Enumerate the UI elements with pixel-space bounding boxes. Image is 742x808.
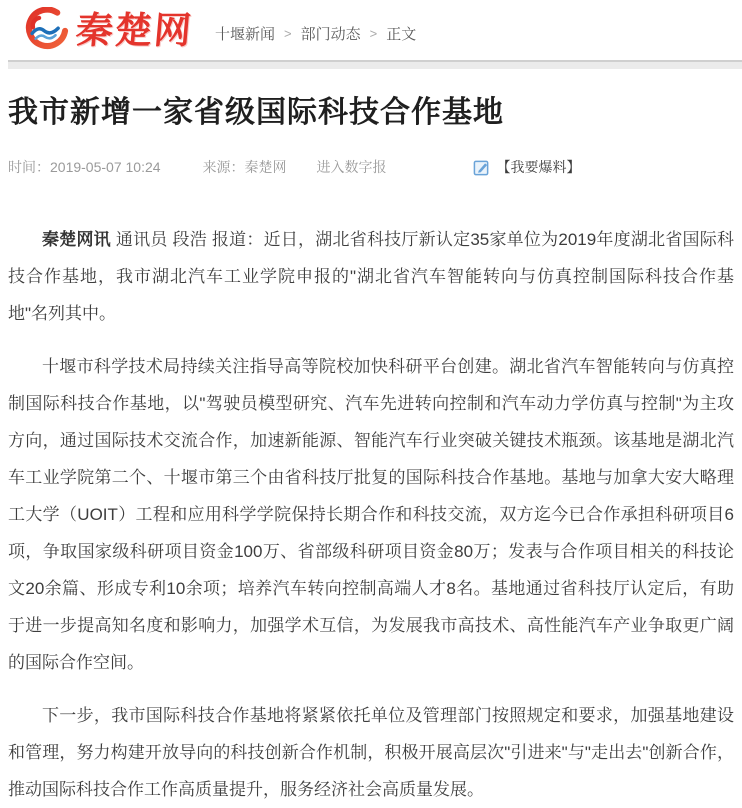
breadcrumb-separator: > (284, 25, 292, 41)
meta-source-label: 来源： (202, 159, 245, 175)
header-divider-strip (8, 60, 742, 69)
meta-source-value: 秦楚网 (244, 159, 287, 175)
breadcrumb-separator: > (369, 25, 378, 41)
paragraph-lead: 秦楚网讯 (42, 230, 111, 249)
page-title: 我市新增一家省级国际科技合作基地 (8, 96, 504, 129)
breadcrumb-item-current: 正文 (386, 25, 417, 43)
breadcrumb (215, 23, 416, 44)
qinchu-logo-icon (20, 7, 72, 53)
meta-time-label: 时间： (8, 159, 50, 175)
site-header (0, 0, 742, 60)
breadcrumb-item-shiyan-news[interactable]: 十堰新闻 (215, 25, 276, 43)
meta-source (203, 157, 287, 177)
article (0, 93, 742, 808)
article-paragraph (8, 221, 734, 332)
report-news-label: 【我要爆料】 (496, 159, 581, 175)
meta-time-value: 2019-05-07 10:24 (50, 159, 161, 175)
paragraph-text: 通讯员 段浩 报道：近日，湖北省科技厅新认定35家单位为2019年度湖北省国际科技合作基地，我市湖北汽车工业学院申报的"湖北省汽车智能转向与仿真控制国际科技合作基地"名列其中。 (8, 230, 735, 323)
site-name: 秦楚网 (74, 7, 195, 52)
article-paragraph (8, 697, 734, 808)
breadcrumb-item-department-news[interactable]: 部门动态 (300, 25, 361, 43)
site-logo[interactable] (20, 7, 193, 53)
meta-time (8, 157, 161, 177)
paragraph-text: 十堰市科学技术局持续关注指导高等院校加快科研平台创建。湖北省汽车智能转向与仿真控制国际科技合作基地，以"驾驶员模型研究、汽车先进转向控制和汽车动力学仿真与控制"为主攻方向，通过国际技术交流合作，加速新能源、智能汽车行业突破关键技术瓶颈。该基地是湖北汽车工业学院第二个、十堰市第三个由省科技厅批复的国际科技合作基地。基地与加拿大安大略理工大学（UOIT）工程和应用科学学院保持长期合作和科技交流，双方迄今已合作承担科研项目6项，争取国家级科研项目资金100万、省部级科研项目资金80万；发表与合作项目相关的科技论文20余篇、形成专利10余项；培养汽车转向控制高端人才8名。基地通过省科技厅认定后，有助于进一步提高知名度和影响力，加强学术互信，为发展我市高技术、高性能汽车产业争取更广阔的国际合作空间。 (8, 357, 734, 672)
article-body (8, 221, 734, 808)
article-paragraph (8, 348, 734, 681)
article-meta (8, 157, 734, 177)
report-news-link[interactable] (473, 157, 581, 177)
digital-paper-link[interactable]: 进入数字报 (316, 159, 387, 175)
paragraph-text: 下一步，我市国际科技合作基地将紧紧依托单位及管理部门按照规定和要求，加强基地建设和管理，努力构建开放导向的科技创新合作机制，积极开展高层次"引进来"与"走出去"创新合作，推动国际科技合作工作高质量提升，服务经济社会高质量发展。 (8, 706, 734, 799)
edit-icon (473, 159, 497, 176)
